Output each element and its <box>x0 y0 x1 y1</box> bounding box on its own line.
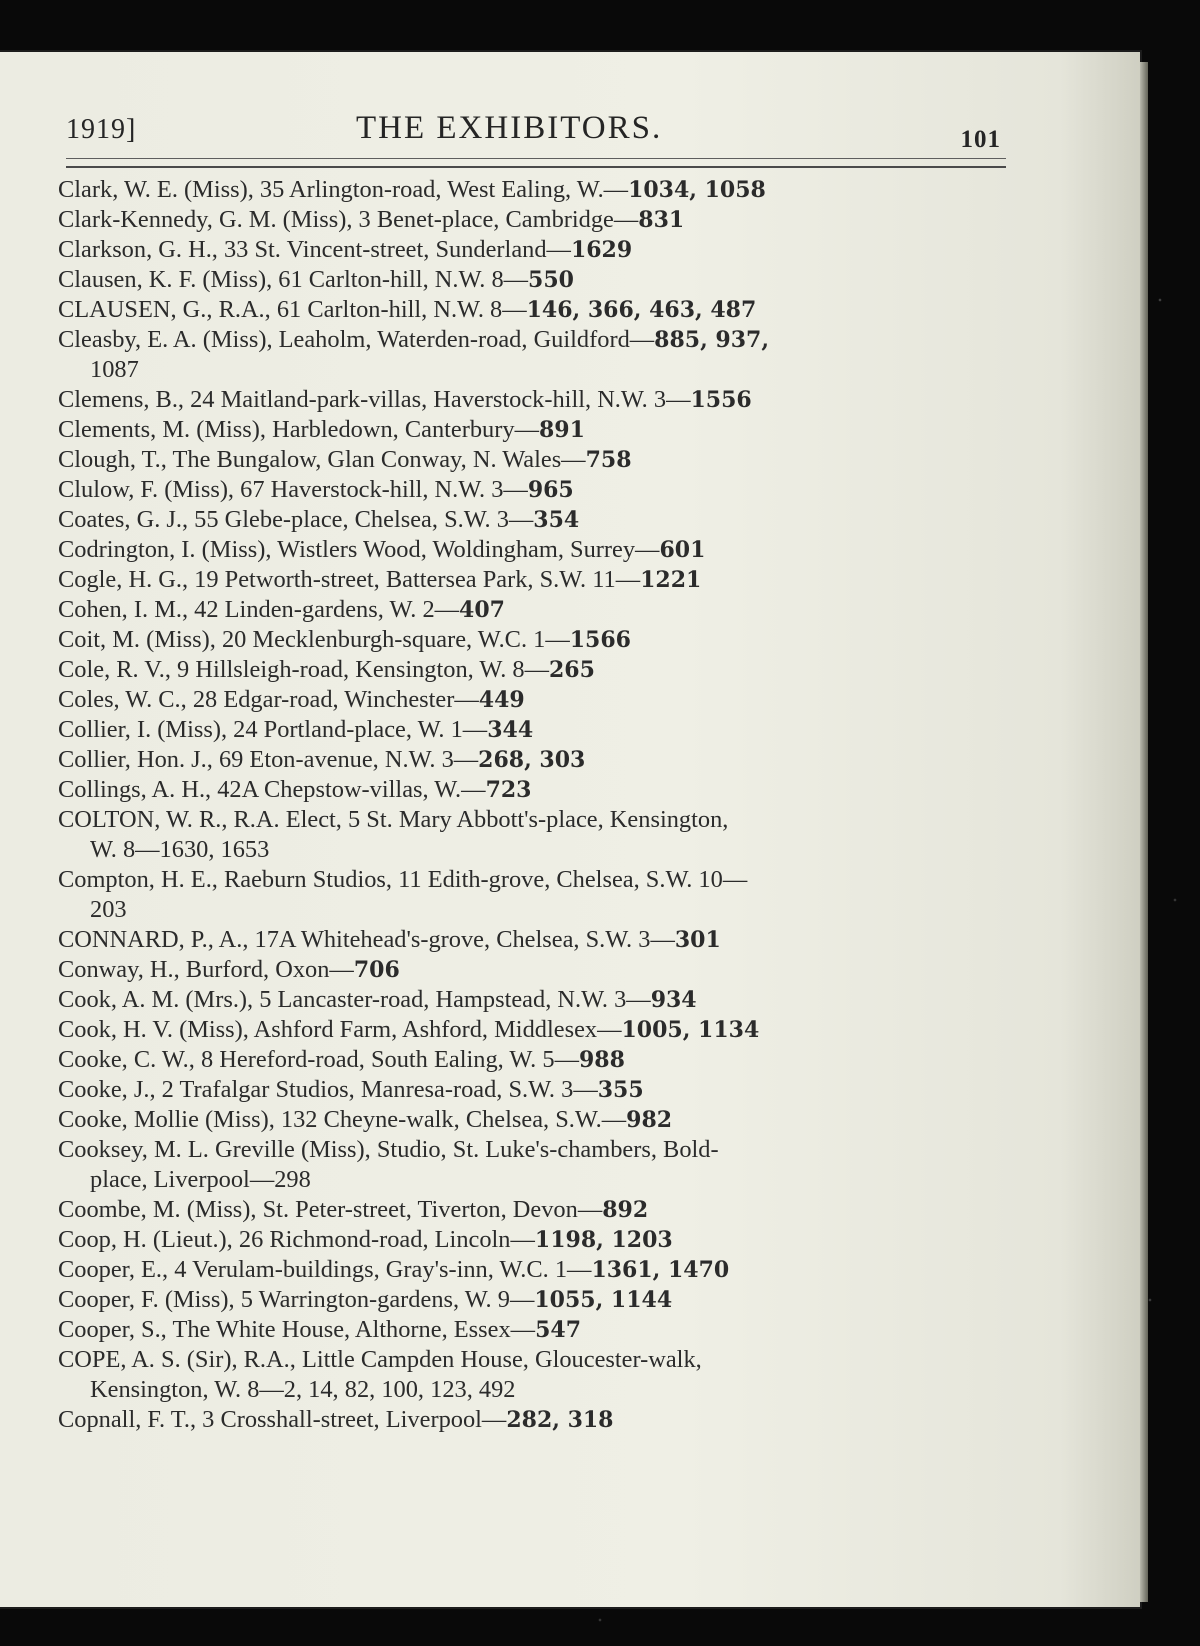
entry-catalogue-numbers: 982 <box>626 1107 673 1133</box>
exhibitor-entry <box>58 235 1008 265</box>
entry-line <box>58 1285 1008 1315</box>
entry-text: Coates, G. J., 55 Glebe-place, Chelsea, S.W. 3— <box>58 506 534 533</box>
entry-line <box>58 955 1008 985</box>
entry-catalogue-numbers: 1198, 1203 <box>534 1227 673 1253</box>
entry-text: Codrington, I. (Miss), Wistlers Wood, Woldingham, Surrey— <box>58 536 660 563</box>
header-rule <box>66 158 1006 168</box>
entry-line <box>58 925 1008 955</box>
entry-line <box>58 385 1008 415</box>
entry-text: Copnall, F. T., 3 Crosshall-street, Liverpool— <box>58 1406 507 1433</box>
exhibitor-entry <box>58 175 1008 205</box>
entry-line <box>58 445 1008 475</box>
entry-line <box>58 1225 1008 1255</box>
entry-text: Coop, H. (Lieut.), 26 Richmond-road, Lincoln— <box>58 1226 535 1253</box>
entry-line <box>58 625 1008 655</box>
entry-line <box>58 745 1008 775</box>
entry-text: Cooksey, M. L. Greville (Miss), Studio, St. Luke's-chambers, Bold- <box>58 1136 719 1163</box>
entry-text: Compton, H. E., Raeburn Studios, 11 Edith-grove, Chelsea, S.W. 10— <box>58 866 748 893</box>
entry-text: Cook, H. V. (Miss), Ashford Farm, Ashford, Middlesex— <box>58 1016 622 1043</box>
entry-text: Cleasby, E. A. (Miss), Leaholm, Waterden-road, Guildford— <box>58 326 655 353</box>
entry-catalogue-numbers: 1629 <box>570 237 633 263</box>
exhibitor-entry <box>58 445 1008 475</box>
entry-text: Cooke, Mollie (Miss), 132 Cheyne-walk, Chelsea, S.W.— <box>58 1106 627 1133</box>
exhibitor-entry <box>58 415 1008 445</box>
entry-line <box>58 235 1008 265</box>
exhibitor-entry <box>58 775 1008 805</box>
entry-continuation: 1087 <box>90 356 139 383</box>
entry-line <box>58 295 1008 325</box>
exhibitor-entry <box>58 925 1008 955</box>
exhibitor-entry <box>58 685 1008 715</box>
entry-catalogue-numbers: 449 <box>478 687 525 713</box>
entry-text: Clulow, F. (Miss), 67 Haverstock-hill, N.W. 3— <box>58 476 528 503</box>
entry-catalogue-numbers: 1055, 1144 <box>534 1287 673 1313</box>
entry-text: Cooke, C. W., 8 Hereford-road, South Ealing, W. 5— <box>58 1046 579 1073</box>
entry-text: Coombe, M. (Miss), St. Peter-street, Tiverton, Devon— <box>58 1196 603 1223</box>
entry-catalogue-numbers: 1361, 1470 <box>591 1257 730 1283</box>
entry-catalogue-numbers: 1034, 1058 <box>628 177 766 203</box>
exhibitor-entry <box>58 1045 1008 1075</box>
exhibitor-entry <box>58 805 1008 865</box>
exhibitor-entry <box>58 1075 1008 1105</box>
exhibitor-entry <box>58 1255 1008 1285</box>
entry-catalogue-numbers: 1556 <box>690 387 752 413</box>
entry-line <box>58 985 1008 1015</box>
page-number: 101 <box>960 126 1001 153</box>
entry-line <box>58 1075 1008 1105</box>
entry-text: Cook, A. M. (Mrs.), 5 Lancaster-road, Hampstead, N.W. 3— <box>58 986 651 1013</box>
entry-line <box>58 1345 1008 1375</box>
exhibitor-entry <box>58 475 1008 505</box>
entry-catalogue-numbers: 1566 <box>569 627 631 653</box>
entry-line <box>58 1255 1008 1285</box>
entry-line <box>58 475 1008 505</box>
entry-line <box>58 175 1008 205</box>
header-year: 1919] <box>66 114 137 145</box>
entry-text: Clough, T., The Bungalow, Glan Conway, N. Wales— <box>58 446 586 473</box>
exhibitor-entry <box>58 535 1008 565</box>
entry-line <box>58 565 1008 595</box>
exhibitor-entry <box>58 1405 1008 1435</box>
entry-catalogue-numbers: 547 <box>535 1317 582 1343</box>
entry-line <box>58 655 1008 685</box>
entry-line <box>58 325 1008 355</box>
entry-text: Clements, M. (Miss), Harbledown, Canterbury— <box>58 416 539 443</box>
entry-line <box>58 715 1008 745</box>
entry-text: Cooper, S., The White House, Althorne, Essex— <box>58 1316 536 1343</box>
entry-line <box>58 1045 1008 1075</box>
entry-line <box>58 1405 1008 1435</box>
entry-text: Cooper, F. (Miss), 5 Warrington-gardens, W. 9— <box>58 1286 535 1313</box>
entry-catalogue-numbers: 988 <box>578 1047 625 1073</box>
entry-catalogue-numbers: 344 <box>487 717 534 743</box>
exhibitor-entry <box>58 1285 1008 1315</box>
exhibitor-list <box>58 175 1008 1435</box>
entry-catalogue-numbers: 891 <box>538 417 585 443</box>
entry-text: Cooke, J., 2 Trafalgar Studios, Manresa-road, S.W. 3— <box>58 1076 598 1103</box>
entry-text: CONNARD, P., A., 17A Whitehead's-grove, Chelsea, S.W. 3— <box>58 926 675 953</box>
entry-catalogue-numbers: 355 <box>597 1077 644 1103</box>
entry-catalogue-numbers: 831 <box>638 207 685 233</box>
exhibitor-entry <box>58 205 1008 235</box>
entry-continuation: Kensington, W. 8—2, 14, 82, 100, 123, 492 <box>90 1376 516 1403</box>
entry-text: Cole, R. V., 9 Hillsleigh-road, Kensington, W. 8— <box>58 656 549 683</box>
entry-continuation: 203 <box>90 896 127 923</box>
entry-line <box>58 415 1008 445</box>
entry-line <box>58 805 1008 835</box>
entry-text: Collier, I. (Miss), 24 Portland-place, W. 1— <box>58 716 488 743</box>
exhibitor-entry <box>58 565 1008 595</box>
entry-text: Clark, W. E. (Miss), 35 Arlington-road, West Ealing, W.— <box>58 176 629 203</box>
exhibitor-entry <box>58 655 1008 685</box>
entry-catalogue-numbers: 146, 366, 463, 487 <box>526 297 757 323</box>
exhibitor-entry <box>58 625 1008 655</box>
entry-text: CLAUSEN, G., R.A., 61 Carlton-hill, N.W. 8— <box>58 296 527 323</box>
exhibitor-entry <box>58 265 1008 295</box>
entry-text: Clausen, K. F. (Miss), 61 Carlton-hill, N.W. 8— <box>58 266 529 293</box>
entry-catalogue-numbers: 723 <box>485 777 532 803</box>
entry-text: COLTON, W. R., R.A. Elect, 5 St. Mary Abbott's-place, Kensington, <box>58 806 729 833</box>
entry-catalogue-numbers: 268, 303 <box>478 747 586 773</box>
entry-text: Clarkson, G. H., 33 St. Vincent-street, Sunderland— <box>58 236 571 263</box>
exhibitor-entry <box>58 865 1008 925</box>
entry-catalogue-numbers: 1005, 1134 <box>621 1017 760 1043</box>
entry-line <box>58 265 1008 295</box>
entry-text: Cooper, E., 4 Verulam-buildings, Gray's-inn, W.C. 1— <box>58 1256 592 1283</box>
entry-text: Coles, W. C., 28 Edgar-road, Winchester— <box>58 686 479 713</box>
entry-catalogue-numbers: 282, 318 <box>506 1407 614 1433</box>
entry-catalogue-numbers: 885, 937, <box>654 327 769 353</box>
entry-line <box>58 775 1008 805</box>
exhibitor-entry <box>58 295 1008 325</box>
entry-text: Cogle, H. G., 19 Petworth-street, Battersea Park, S.W. 11— <box>58 566 641 593</box>
entry-line <box>58 1135 1008 1165</box>
entry-catalogue-numbers: 354 <box>533 507 580 533</box>
entry-continuation: place, Liverpool—298 <box>90 1166 311 1193</box>
entry-catalogue-numbers: 550 <box>528 267 574 293</box>
exhibitor-entry <box>58 1315 1008 1345</box>
entry-catalogue-numbers: 407 <box>459 597 505 623</box>
exhibitor-entry <box>58 1345 1008 1405</box>
entry-line <box>58 685 1008 715</box>
entry-catalogue-numbers: 758 <box>585 447 632 473</box>
entry-catalogue-numbers: 934 <box>650 987 697 1013</box>
entry-text: Collings, A. H., 42A Chepstow-villas, W.— <box>58 776 486 803</box>
entry-line <box>58 205 1008 235</box>
entry-continuation: W. 8—1630, 1653 <box>90 836 270 863</box>
header-title: THE EXHIBITORS. <box>356 110 663 146</box>
entry-line <box>58 505 1008 535</box>
exhibitor-entry <box>58 1135 1008 1195</box>
entry-catalogue-numbers: 965 <box>527 477 574 503</box>
entry-text: Collier, Hon. J., 69 Eton-avenue, N.W. 3— <box>58 746 479 773</box>
entry-line <box>58 1015 1008 1045</box>
entry-text: Clark-Kennedy, G. M. (Miss), 3 Benet-place, Cambridge— <box>58 206 639 233</box>
entry-catalogue-numbers: 265 <box>548 657 595 683</box>
exhibitor-entry <box>58 1015 1008 1045</box>
entry-line <box>58 1315 1008 1345</box>
exhibitor-entry <box>58 715 1008 745</box>
exhibitor-entry <box>58 385 1008 415</box>
exhibitor-entry <box>58 325 1008 385</box>
entry-line <box>58 535 1008 565</box>
entry-catalogue-numbers: 601 <box>659 537 706 563</box>
entry-text: Coit, M. (Miss), 20 Mecklenburgh-square, W.C. 1— <box>58 626 570 653</box>
exhibitor-entry <box>58 1225 1008 1255</box>
entry-line <box>58 1195 1008 1225</box>
exhibitor-entry <box>58 1105 1008 1135</box>
entry-line <box>58 1105 1008 1135</box>
entry-line <box>58 595 1008 625</box>
entry-catalogue-numbers: 301 <box>674 927 721 953</box>
entry-catalogue-numbers: 892 <box>602 1197 649 1223</box>
entry-line <box>58 865 1008 895</box>
exhibitor-entry <box>58 955 1008 985</box>
entry-catalogue-numbers: 1221 <box>640 567 702 593</box>
exhibitor-entry <box>58 745 1008 775</box>
entry-text: COPE, A. S. (Sir), R.A., Little Campden House, Gloucester-walk, <box>58 1346 702 1373</box>
exhibitor-entry <box>58 985 1008 1015</box>
entry-text: Conway, H., Burford, Oxon— <box>58 956 354 983</box>
entry-catalogue-numbers: 706 <box>353 957 400 983</box>
exhibitor-entry <box>58 1195 1008 1225</box>
exhibitor-entry <box>58 505 1008 535</box>
entry-text: Clemens, B., 24 Maitland-park-villas, Haverstock-hill, N.W. 3— <box>58 386 691 413</box>
entry-text: Cohen, I. M., 42 Linden-gardens, W. 2— <box>58 596 460 623</box>
exhibitor-entry <box>58 595 1008 625</box>
